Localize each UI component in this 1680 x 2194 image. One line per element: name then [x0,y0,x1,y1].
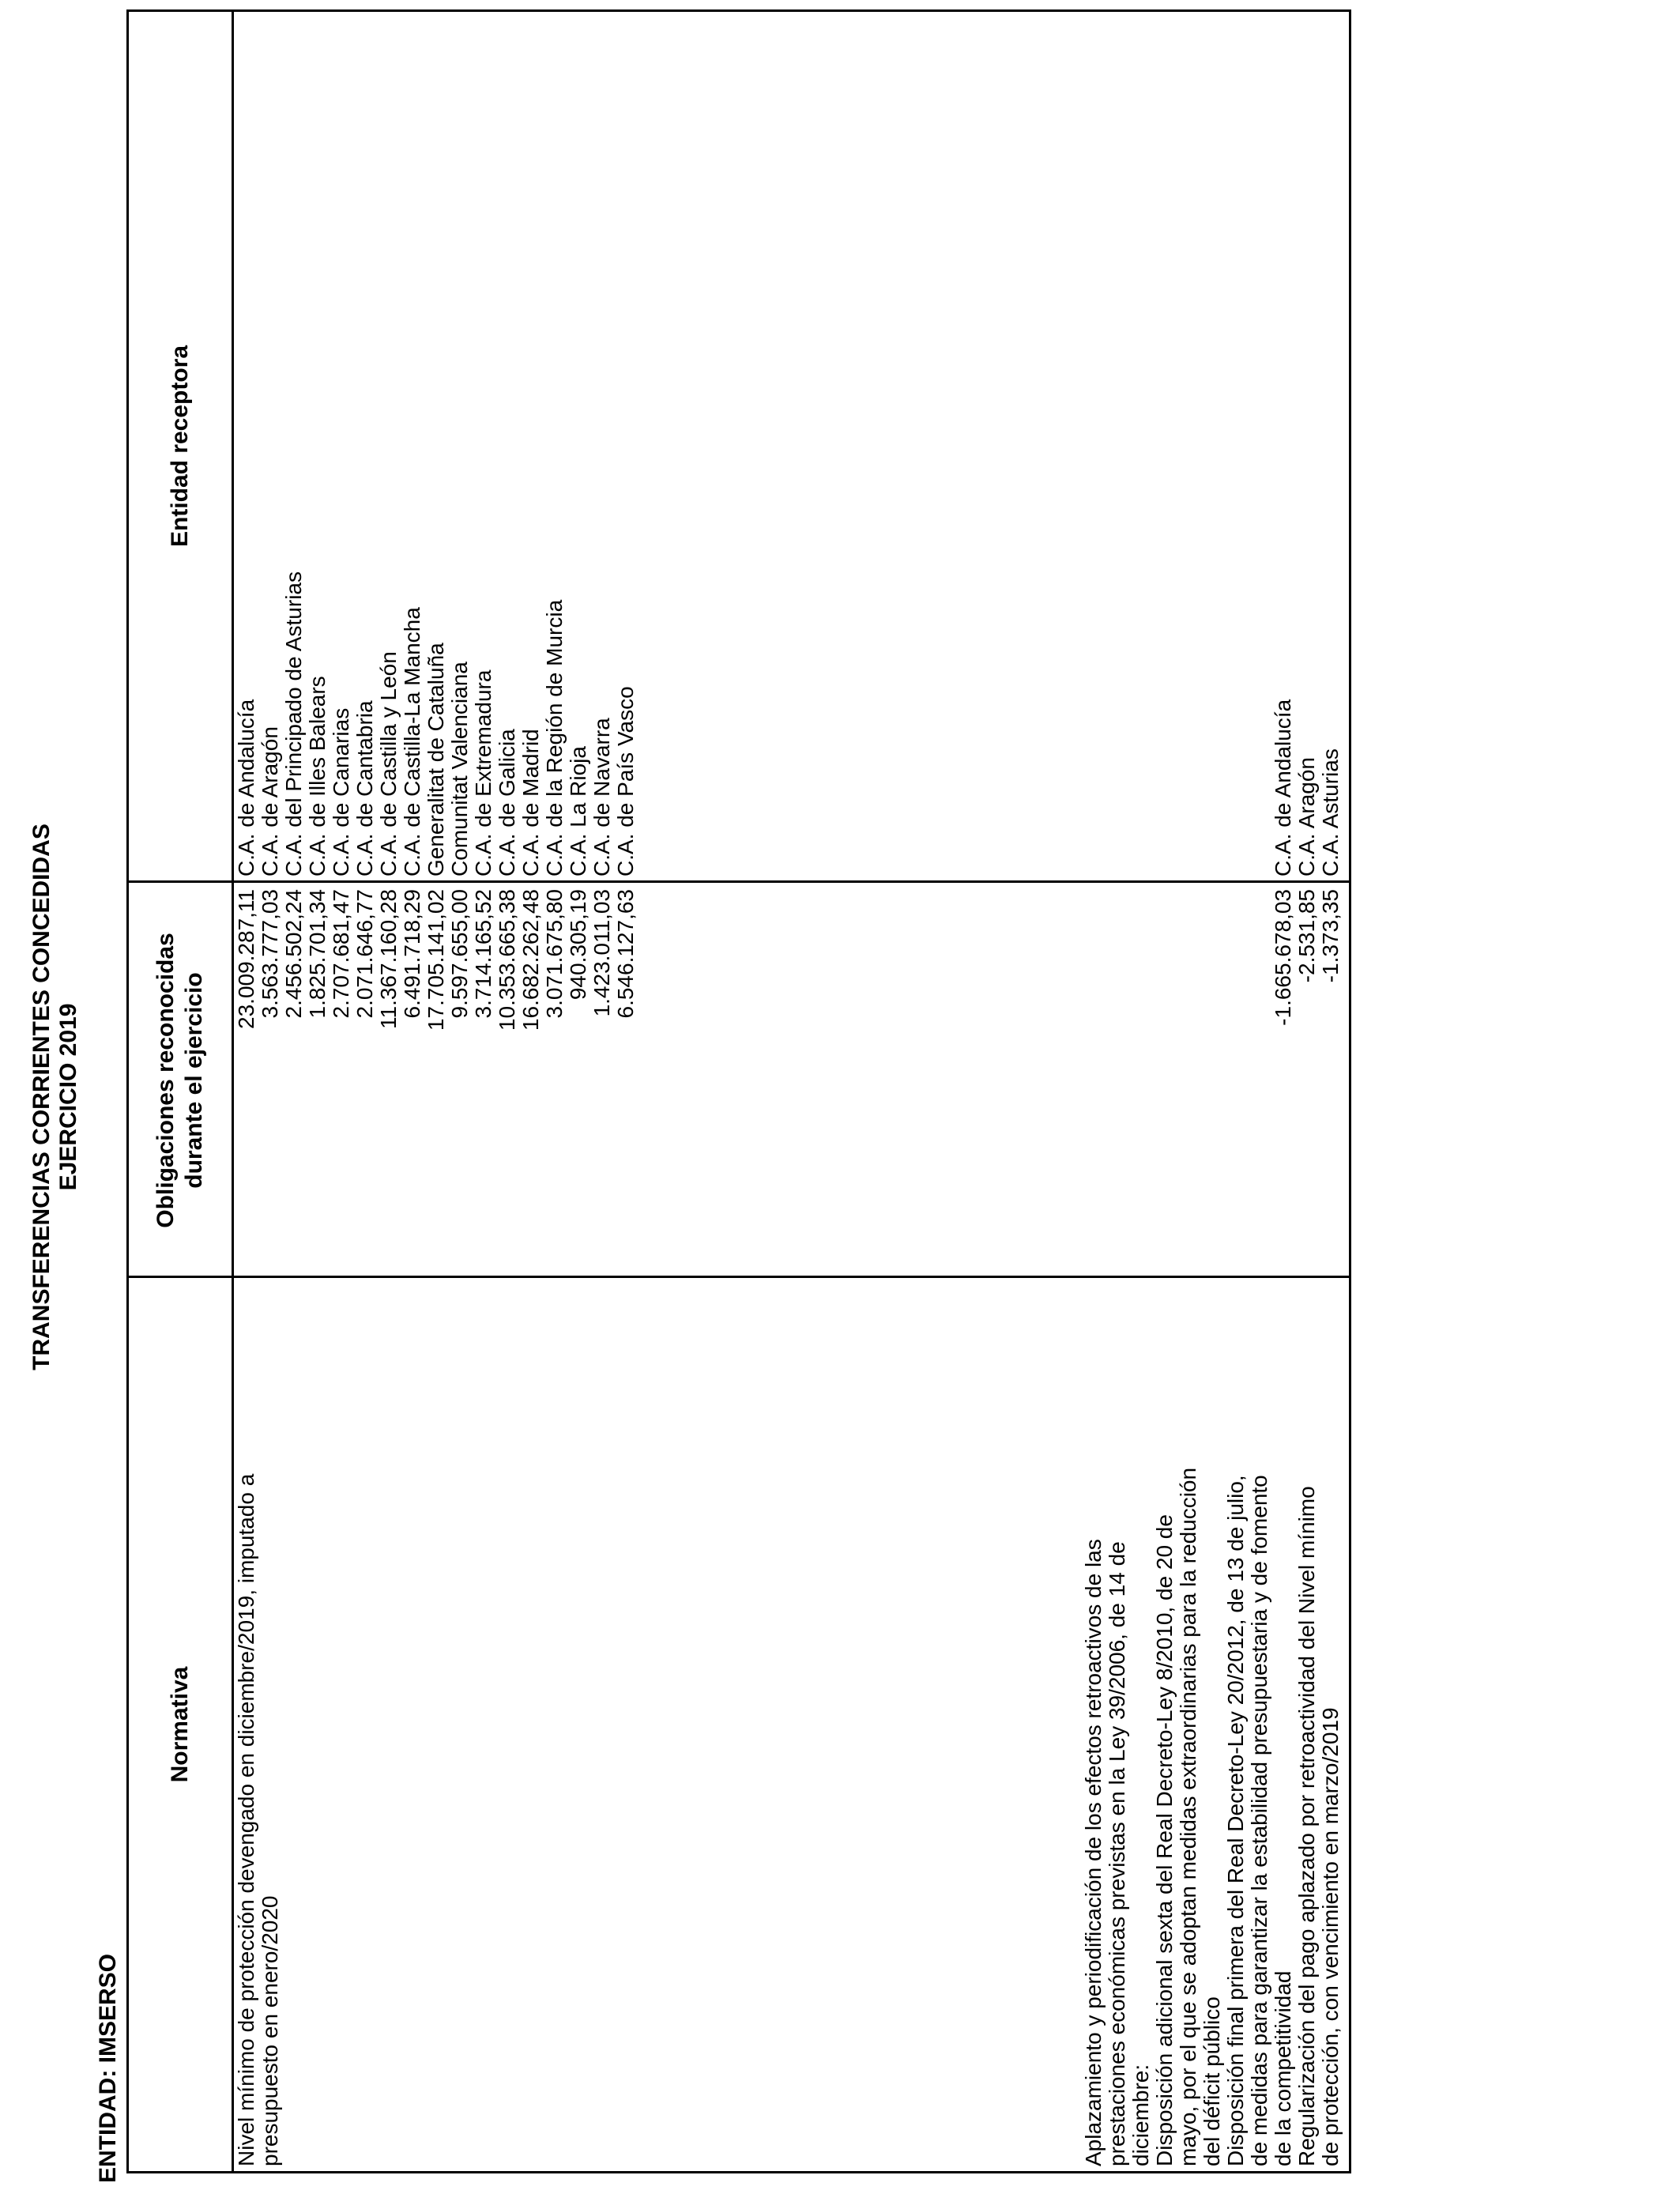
normativa-line: Disposición adicional sexta del Real Decreto-Ley 8/2010, de 20 de [1152,1514,1177,2166]
normativa-line: Regularización del pago aplazado por retroactividad del Nivel mínimo [1294,1486,1319,2166]
normativa-line: mayo, por el que se adoptan medidas extraordinarias para la reducción [1176,1467,1200,2166]
normativa-line: del déficit público [1200,1996,1224,2166]
normativa-line: Aplazamiento y periodificación de los efectos retroactivos de las [1081,1539,1106,2166]
header-obligaciones [129,883,232,1278]
amount-cell: 3.714.165,52 [471,889,495,1019]
recipient-cell: C.A. de Andalucía [234,699,258,876]
normativa-line: diciembre: [1128,2064,1153,2166]
recipient-cell: C.A. de Illes Balears [305,676,330,876]
header-normativa: Normativa [167,1666,193,1783]
recipient-cell: C.A. de Castilla-La Mancha [400,607,424,876]
recipient-cell: C.A. del Principado de Asturias [281,571,306,876]
recipient-cell: C.A. de Extremadura [471,669,495,876]
amount-cell: 6.546.127,63 [613,889,638,1019]
normativa-line: de la competitividad [1271,1970,1295,2166]
normativa-line: Disposición final primera del Real Decreto-Ley 20/2012, de 13 de julio, [1223,1475,1248,2166]
entity-label: ENTIDAD: IMSERSO [95,1953,121,2183]
normativa-line: prestaciones económicas previstas en la Ley 39/2006, de 14 de [1105,1541,1129,2166]
amount-cell: -1.373,35 [1318,889,1343,983]
amount-cell: 3.071.675,80 [542,889,567,1019]
document-title: TRANSFERENCIAS CORRIENTES CONCEDIDAS [28,824,55,1370]
amount-cell: 6.491.718,29 [400,889,424,1019]
recipient-cell: C.A. de País Vasco [613,686,638,876]
recipient-cell: C.A. de Andalucía [1271,699,1295,876]
recipient-cell: C.A. de Navarra [590,718,614,876]
amount-cell: 2.456.502,24 [281,889,306,1019]
amount-cell: 9.597.655,00 [447,889,472,1019]
amount-cell: 3.563.777,03 [258,889,282,1019]
amount-cell: 17.705.141,02 [424,889,448,1031]
amount-cell: 10.353.665,38 [495,889,519,1031]
recipient-cell: C.A. de la Región de Murcia [542,599,567,876]
recipient-cell: C.A. La Rioja [566,746,590,876]
recipient-cell: C.A. Aragón [1294,757,1319,876]
recipient-cell: Comunitat Valenciana [447,662,472,876]
recipient-cell: C.A. de Castilla y León [376,651,401,876]
amount-cell: 2.071.646,77 [352,889,377,1019]
recipient-cell: C.A. de Galicia [495,729,519,876]
amount-cell: -1.665.678,03 [1271,889,1295,1026]
document-subtitle: EJERCICIO 2019 [55,1003,81,1191]
header-entidad: Entidad receptora [167,345,193,548]
amount-cell: 2.707.681,47 [329,889,353,1019]
recipient-cell: C.A. de Canarias [329,707,353,876]
normativa-line: de medidas para garantizar la estabilidad presupuestaria y de fomento [1247,1475,1271,2166]
amount-cell: 23.009.287,11 [234,889,258,1029]
recipient-cell: Generalitat de Cataluña [424,643,448,876]
column-divider [129,880,1349,883]
recipient-cell: C.A. Asturias [1318,748,1343,876]
amount-cell: 940.305,19 [566,889,590,1001]
recipient-cell: C.A. de Aragón [258,726,282,876]
amount-cell: 11.367.160,28 [376,889,401,1029]
amount-cell: 16.682.262,48 [518,889,543,1031]
header-obligaciones-text: Obligaciones reconocidas durante el ejercicio [153,933,207,1228]
normativa-line: Nivel mínimo de protección devengado en diciembre/2019, imputado a [234,1473,258,2166]
transfers-table [126,9,1351,2173]
recipient-cell: C.A. de Cantabria [352,700,377,876]
amount-cell: 1.825.701,34 [305,889,330,1019]
normativa-line: de protección, con vencimiento en marzo/2019 [1318,1707,1343,2166]
recipient-cell: C.A. de Madrid [518,729,543,876]
column-divider [129,1276,1349,1278]
amount-cell: -2.531,85 [1294,889,1319,983]
normativa-line: presupuesto en enero/2020 [258,1895,282,2166]
amount-cell: 1.423.011,03 [590,889,614,1017]
